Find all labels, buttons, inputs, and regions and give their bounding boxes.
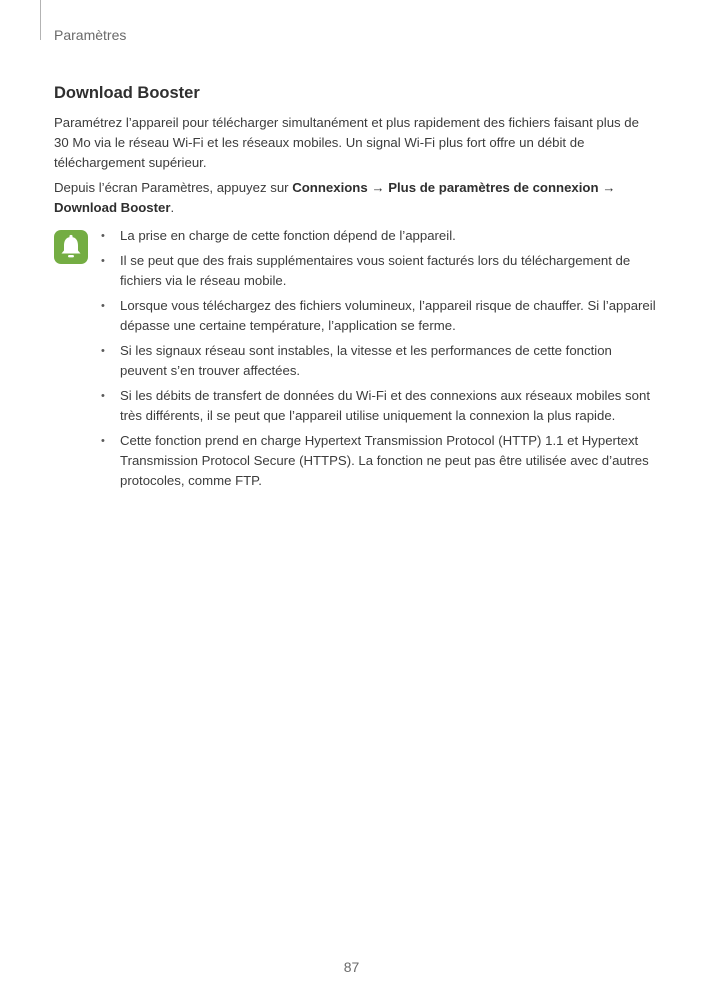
bullet-mark: • xyxy=(101,389,105,402)
note-text: La prise en charge de cette fonction dépend de l’appareil. xyxy=(120,228,456,243)
note-text: Il se peut que des frais supplémentaires vous soient facturés lors du téléchargement de fichiers via le réseau mobile. xyxy=(120,252,631,288)
bullet-mark: • xyxy=(101,230,105,242)
bell-notice-icon xyxy=(54,230,88,264)
bullet-mark: • xyxy=(101,344,105,357)
note-item xyxy=(100,296,660,336)
path-step-connexions: Connexions xyxy=(292,180,368,195)
note-item xyxy=(100,251,660,291)
header-divider xyxy=(40,0,41,40)
note-text: Cette fonction prend en charge Hypertext Transmission Protocol (HTTP) 1.1 et Hypertext Transmission Protocol Secure (HTTPS). La fonction ne peut pas être utilisée avec d’autres protocoles, comme FTP. xyxy=(120,432,649,489)
path-arrow: → xyxy=(598,180,616,195)
section-title: Download Booster xyxy=(54,84,200,102)
running-header: Paramètres xyxy=(54,27,127,43)
note-text: Si les débits de transfert de données du Wi-Fi et des connexions aux réseaux mobiles sont très différents, il se peut que l’appareil utilise uniquement la connexion la plus rapide. xyxy=(120,387,650,423)
bullet-mark: • xyxy=(101,434,105,447)
note-item xyxy=(100,341,660,381)
bullet-mark: • xyxy=(101,254,105,267)
path-step-more-settings: Plus de paramètres de connexion xyxy=(388,180,599,195)
intro-paragraph: Paramétrez l’appareil pour télécharger simultanément et plus rapidement des fichiers faisant plus de 30 Mo via le réseau Wi-Fi et les réseaux mobiles. Un signal Wi-Fi plus fort offre un débit de téléchargement supérieur. xyxy=(54,115,639,171)
path-arrow: → xyxy=(367,180,389,195)
settings-path-paragraph xyxy=(54,178,644,218)
path-step-download-booster: Download Booster xyxy=(54,200,171,216)
note-text: Lorsque vous téléchargez des fichiers volumineux, l’appareil risque de chauffer. Si l’appareil dépasse une certaine température, l’application se ferme. xyxy=(120,297,656,333)
note-item xyxy=(100,431,660,492)
notes-list xyxy=(100,226,660,496)
page-number: 87 xyxy=(343,959,360,975)
path-prefix: Depuis l’écran Paramètres, appuyez sur xyxy=(54,180,293,195)
note-text: Si les signaux réseau sont instables, la vitesse et les performances de cette fonction peuvent s’en trouver affectées. xyxy=(120,342,612,378)
bullet-mark: • xyxy=(101,299,105,312)
note-item xyxy=(100,226,660,246)
note-item xyxy=(100,386,660,426)
path-suffix: . xyxy=(170,200,175,216)
